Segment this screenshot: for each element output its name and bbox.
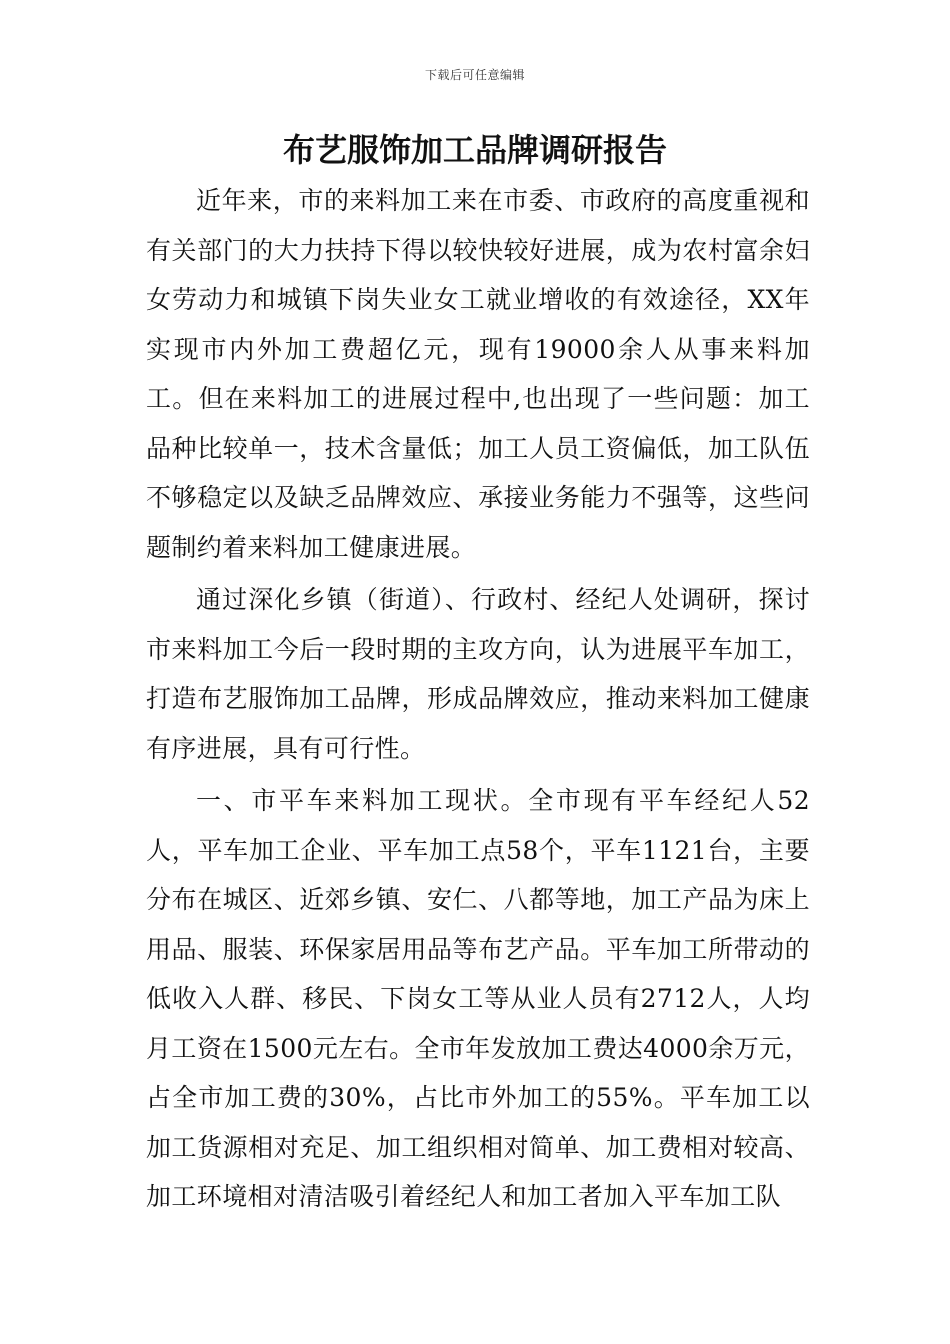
- paragraph-research: 通过深化乡镇（街道）、行政村、经纪人处调研，探讨市来料加工今后一段时期的主攻方向，认为进展平车加工，打造布艺服饰加工品牌，形成品牌效应，推动来料加工健康有序进展，具有可行性。: [146, 585, 810, 763]
- paragraph-intro: 近年来，市的来料加工来在市委、市政府的高度重视和有关部门的大力扶持下得以较快较好进展，成为农村富余妇女劳动力和城镇下岗失业女工就业增收的有效途径，XX年实现市内外加工费超亿元，现有19000余人从事来料加工。但在来料加工的进展过程中,也出现了一些问题：加工品种比较单一，技术含量低；加工人员工资偏低，加工队伍不够稳定以及缺乏品牌效应、承接业务能力不强等，这些问题制约着来料加工健康进展。: [146, 186, 810, 562]
- document-title: 布艺服饰加工品牌调研报告: [282, 131, 667, 169]
- header-note: 下载后可任意编辑: [424, 68, 525, 82]
- document-body: [146, 176, 810, 1222]
- paragraph-section-one: 一、市平车来料加工现状。全市现有平车经纪人52人，平车加工企业、平车加工点58个，平车1121台，主要分布在城区、近郊乡镇、安仁、八都等地，加工产品为床上用品、服装、环保家居用品等布艺产品。平车加工所带动的低收入人群、移民、下岗女工等从业人员有2712人，人均月工资在1500元左右。全市年发放加工费达4000余万元，占全市加工费的30%，占比市外加工的55%。平车加工以加工货源相对充足、加工组织相对简单、加工费相对较高、加工环境相对清洁吸引着经纪人和加工者加入平车加工队: [146, 786, 810, 1211]
